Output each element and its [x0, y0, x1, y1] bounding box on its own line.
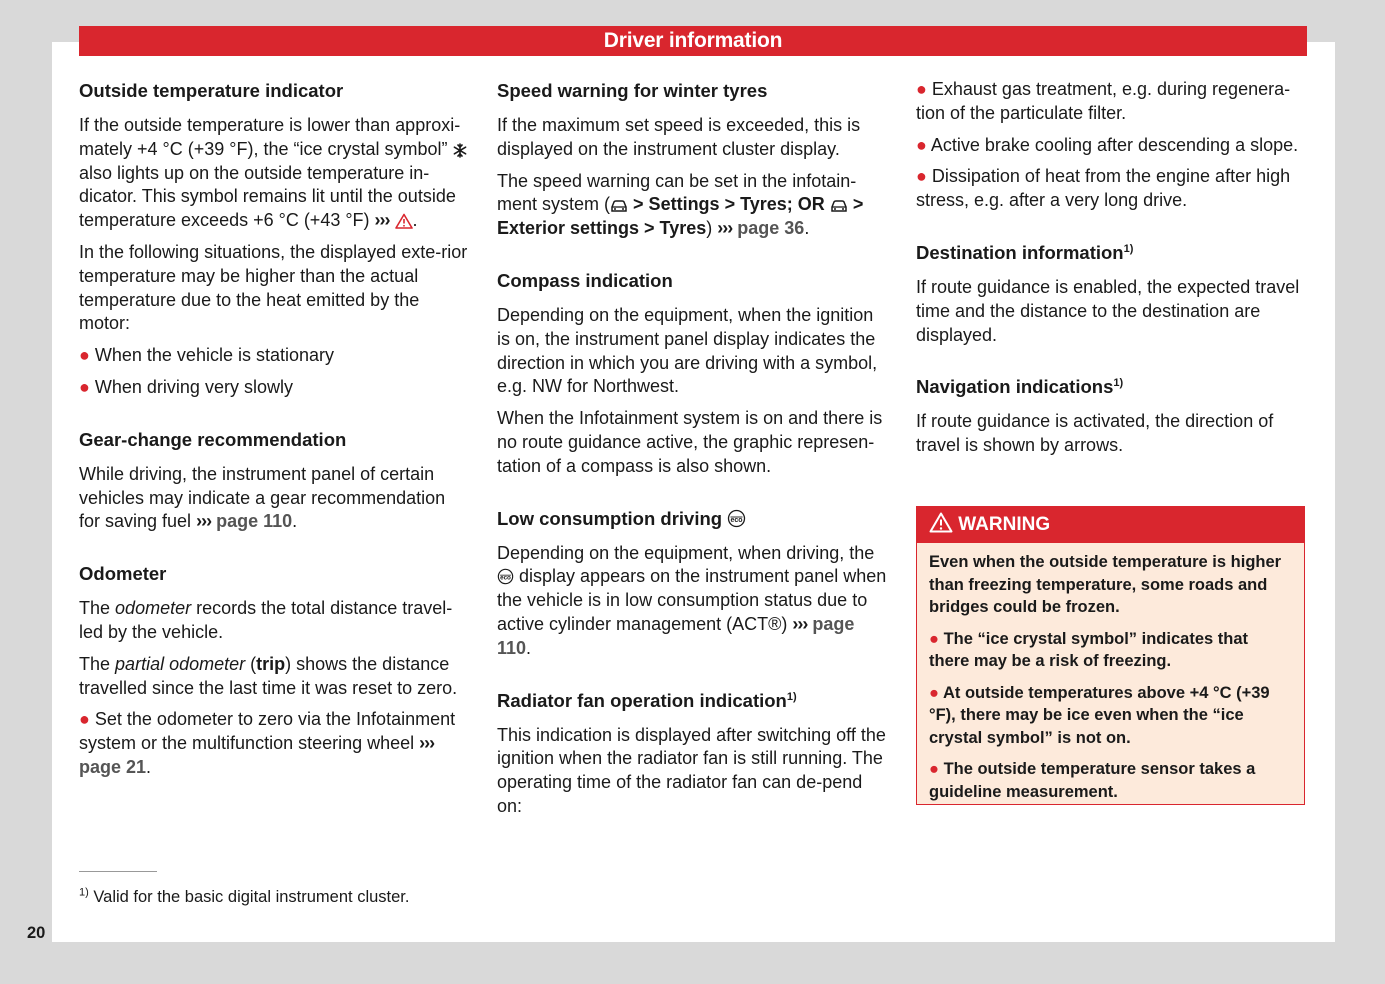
text: The speed warning can be set in the infotain-ment system (: [497, 170, 857, 215]
emphasis: odometer: [115, 598, 192, 619]
page-reference-link[interactable]: page 21: [79, 756, 147, 777]
emphasis: partial odometer: [115, 653, 246, 674]
section-radiator-continued: [916, 78, 1307, 213]
chevron-link[interactable]: ›››: [419, 733, 435, 754]
paragraph: When the Infotainment system is on and there is no route guidance active, the graphic represen-tation of a compass is also shown.: [497, 408, 883, 476]
eco-icon: [727, 509, 746, 528]
section-odometer: [79, 561, 471, 780]
bullet-dot: ●: [916, 166, 927, 187]
warning-body: [917, 543, 1304, 803]
text: ): [706, 218, 713, 239]
section-title: Compass indication: [497, 269, 673, 291]
paragraph: While driving, the instrument panel of certain vehicles may indicate a gear recommendation for saving fuel ››› page 110.: [79, 463, 446, 532]
warning-box: [916, 506, 1305, 805]
section-gear-change: [79, 427, 471, 534]
text: While driving, the instrument panel of certain vehicles may indicate a gear recommendation for saving fuel: [79, 463, 446, 532]
page-header: Driver information: [79, 26, 1307, 56]
column-2: [497, 78, 889, 846]
section-destination: [916, 240, 1307, 347]
paragraph: If route guidance is enabled, the expected travel time and the distance to the destination are displayed.: [916, 276, 1300, 345]
text: records the total distance travel-led by the vehicle.: [79, 598, 453, 642]
svg-text:eco: eco: [730, 516, 743, 524]
text: Depending on the equipment, when driving, the: [497, 542, 875, 563]
text: The outside temperature sensor takes a guideline measurement.: [929, 760, 1256, 801]
bullet-dot: ●: [929, 760, 939, 778]
bullet-dot: ●: [79, 709, 90, 730]
page-reference-link[interactable]: page 36: [737, 218, 805, 239]
text: The “ice crystal symbol” indicates that there may be a risk of freezing.: [929, 629, 1248, 670]
footnote-mark: 1): [79, 886, 89, 899]
text: also lights up on the outside temperature in-dicator. This symbol remains lit until the outside temperature exceeds +6 °C (+43 °F): [79, 162, 456, 231]
list-item: [929, 758, 1292, 803]
list-item: [916, 78, 1307, 126]
list-item: [916, 134, 1307, 158]
paragraph: In the following situations, the displayed exte-rior temperature may be higher than the actual temperature due to the heat emitted by the motor:: [79, 241, 468, 334]
section-title: [497, 688, 889, 714]
list-item: [916, 165, 1307, 213]
list-item: [929, 682, 1292, 750]
text: Set the odometer to zero via the Infotainment system or the multifunction steering wheel: [79, 709, 456, 754]
chevron-link[interactable]: ›››: [374, 210, 390, 231]
section-low-consumption: [497, 506, 889, 661]
chevron-link[interactable]: ›››: [717, 218, 733, 239]
paragraph: Even when the outside temperature is higher than freezing temperature, some roads and bridges could be frozen.: [929, 553, 1282, 616]
bullet-dot: ●: [916, 134, 927, 155]
column-1: [79, 78, 471, 807]
section-navigation: [916, 374, 1307, 458]
warning-title: WARNING: [958, 514, 1051, 535]
chevron-link[interactable]: ›››: [196, 511, 212, 532]
warning-header: [917, 507, 1304, 543]
page-number: 20: [27, 924, 46, 942]
text: display appears on the instrument panel when the vehicle is in low consumption status due to active cylinder management (ACT®): [497, 566, 887, 634]
section-title: [916, 374, 1307, 400]
text: Destination information: [916, 241, 1124, 263]
list-item: [79, 376, 471, 400]
text: When the vehicle is stationary: [94, 345, 335, 366]
bullet-dot: ●: [79, 376, 90, 397]
footnote-divider: [79, 871, 157, 872]
footnote-mark: 1): [786, 690, 797, 703]
text: Low consumption driving: [497, 507, 723, 529]
text: Dissipation of heat from the engine after high stress, e.g. after a very long drive.: [916, 166, 1291, 211]
text: Radiator fan operation indication: [497, 689, 787, 711]
text: The: [79, 598, 111, 619]
text: Navigation indications: [916, 376, 1114, 398]
section-title: Gear-change recommendation: [79, 428, 347, 450]
text: ; OR: [786, 194, 825, 215]
bullet-dot: ●: [929, 629, 939, 648]
section-title: [916, 240, 1307, 266]
snowflake-icon: [453, 143, 467, 158]
paragraph: Depending on the equipment, when the ignition is on, the instrument panel display indicates the direction in which you are driving with a symbol, e.g. NW for Northwest.: [497, 304, 878, 397]
bold-term: trip: [256, 653, 286, 674]
paragraph: If the outside temperature is lower than approxi-mately +4 °C (+39 °F), the “ice crystal symbol” also lights up on the outside temperature in-dicator. This symbol remains lit until the outside temperature exceeds +6 °C (+43 °F) ››› .: [79, 114, 471, 233]
text: ) shows the distance travelled since the last time it was reset to zero.: [79, 653, 458, 698]
footnote: [79, 886, 409, 908]
column-3: [916, 78, 1307, 485]
car-icon: [830, 199, 848, 213]
svg-text:eco: eco: [500, 574, 511, 582]
section-title: Outside temperature indicator: [79, 80, 344, 101]
list-item: [929, 628, 1292, 673]
paragraph: This indication is displayed after switching off the ignition when the radiator fan is still running. The operating time of the radiator fan can de-pend on:: [497, 724, 886, 816]
footnote-mark: 1): [1113, 377, 1124, 390]
text: Exhaust gas treatment, e.g. during regenera-tion of the particulate filter.: [916, 79, 1291, 123]
footnote-text: Valid for the basic digital instrument cluster.: [93, 888, 410, 906]
page-reference-link[interactable]: page 110: [216, 511, 293, 532]
section-title: Odometer: [79, 563, 167, 585]
text: If the outside temperature is lower than approxi-mately +4 °C (+39 °F), the “ice crystal symbol”: [79, 115, 461, 159]
section-title: Speed warning for winter tyres: [497, 80, 768, 101]
bullet-dot: ●: [916, 79, 927, 99]
section-compass: [497, 268, 889, 479]
paragraph: If route guidance is activated, the direction of travel is shown by arrows.: [916, 411, 1274, 456]
car-icon: [610, 199, 628, 213]
paragraph: Depending on the equipment, when driving, the eco display appears on the instrument panel when the vehicle is in low consumption status due to active cylinder management (ACT®) ››› page 110.: [497, 542, 887, 658]
menu-path: > Exterior settings > Tyres: [497, 194, 864, 239]
warning-triangle-icon: [929, 512, 953, 533]
section-outside-temperature: [79, 78, 471, 400]
eco-icon: [497, 568, 514, 585]
text: Active brake cooling after descending a slope.: [930, 134, 1299, 155]
section-speed-warning: [497, 78, 889, 241]
chevron-link[interactable]: ›››: [792, 613, 808, 634]
section-title: [497, 506, 889, 532]
footnote-mark: 1): [1123, 242, 1134, 255]
bullet-dot: ●: [929, 683, 939, 702]
paragraph: If the maximum set speed is exceeded, this is displayed on the instrument cluster display.: [497, 115, 861, 159]
bullet-dot: ●: [79, 345, 90, 366]
text: When driving very slowly: [94, 376, 293, 397]
section-radiator-fan: [497, 688, 889, 819]
warning-triangle-icon: [395, 213, 413, 229]
text: The: [79, 653, 111, 674]
text: At outside temperatures above +4 °C (+39 °F), there may be ice even when the “ice crystal symbol” is not on.: [929, 683, 1270, 747]
paragraph: [79, 597, 471, 645]
list-item: ● Set the odometer to zero via the Infotainment system or the multifunction steering wheel ››› page 21.: [79, 709, 456, 777]
text: (: [250, 653, 257, 674]
paragraph: [79, 653, 471, 701]
paragraph: The speed warning can be set in the infotain-ment system ( > Settings > Tyres; OR > Exterior settings > Tyres) ››› page 36.: [497, 170, 864, 239]
list-item: [79, 344, 471, 368]
page-reference-link[interactable]: page 110: [497, 613, 855, 658]
menu-path: > Settings > Tyres: [633, 194, 787, 215]
